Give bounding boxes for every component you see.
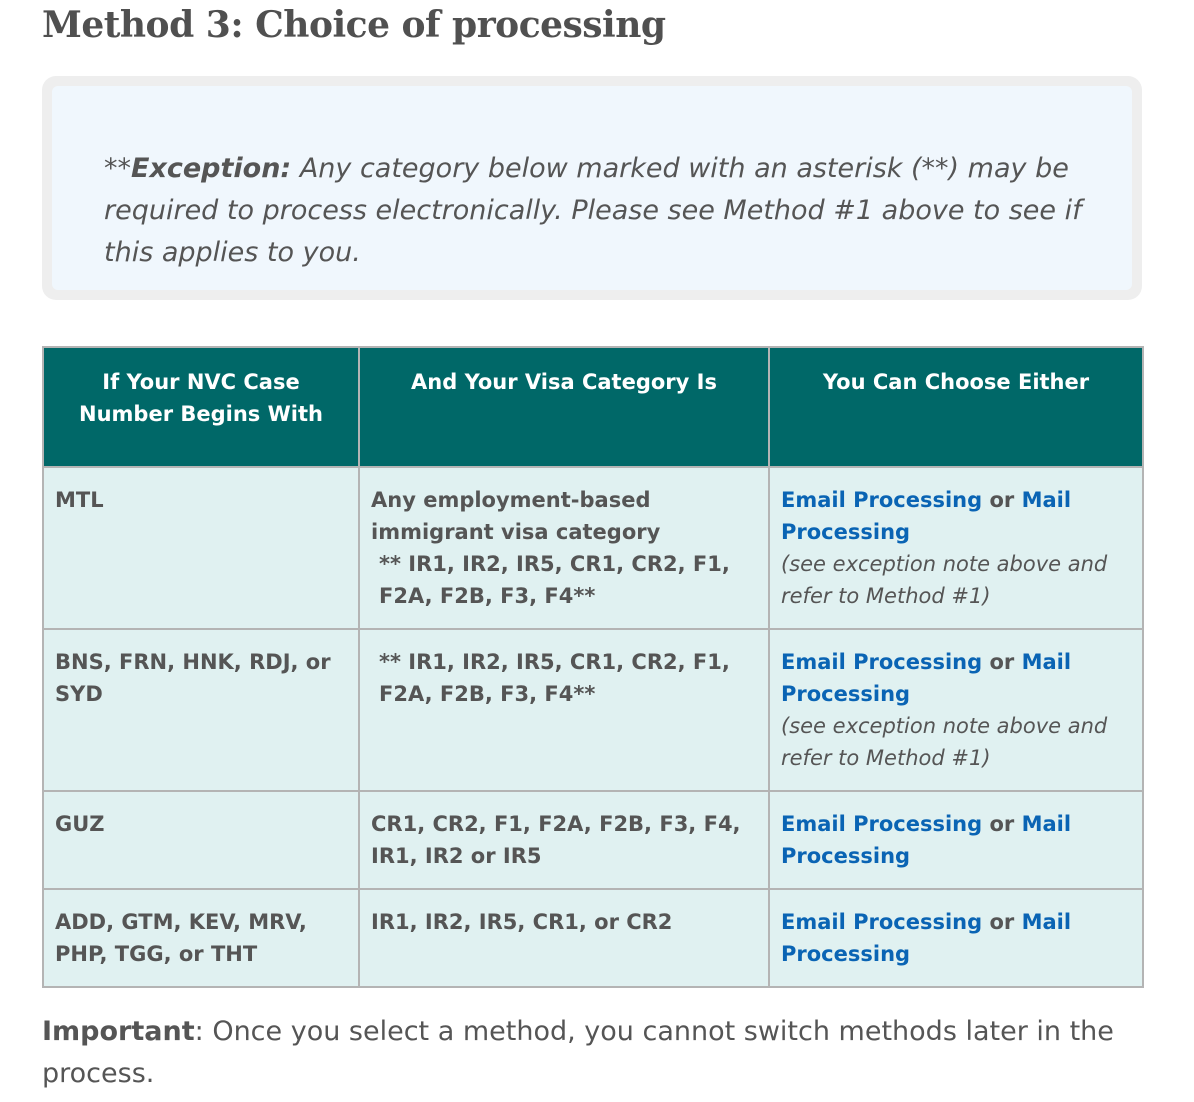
or-text: or	[989, 488, 1015, 512]
visa-category-asterisk-list: ** IR1, IR2, IR5, CR1, CR2, F1, F2A, F2B, F3, F4**	[379, 552, 730, 608]
case-prefix-cell: ADD, GTM, KEV, MRV, PHP, TGG, or THT	[43, 889, 359, 987]
visa-category-cell: IR1, IR2, IR5, CR1, or CR2	[359, 889, 769, 987]
exception-callout-body	[52, 86, 1132, 290]
mail-processing-link[interactable]: Mail Processing	[781, 910, 1072, 966]
table-header-row	[43, 347, 1143, 467]
exception-text: Any category below marked with an asterisk (**) may be required to process electronically. Please see Method #1 above to see if this applies to you.	[104, 153, 1082, 268]
mail-processing-link[interactable]: Mail Processing	[781, 812, 1072, 868]
visa-category-cell: CR1, CR2, F1, F2A, F2B, F3, F4, IR1, IR2 or IR5	[359, 791, 769, 889]
processing-options-cell	[769, 889, 1143, 987]
visa-category-text: Any employment-based immigrant visa category	[371, 488, 661, 544]
email-processing-link[interactable]: Email Processing	[781, 488, 983, 512]
processing-table	[42, 346, 1144, 988]
or-text: or	[989, 812, 1015, 836]
table-row	[43, 467, 1143, 629]
exception-note: (see exception note above and refer to Method #1)	[781, 714, 1108, 770]
exception-callout	[42, 76, 1142, 300]
or-text: or	[989, 650, 1015, 674]
email-processing-link[interactable]: Email Processing	[781, 910, 983, 934]
exception-note: (see exception note above and refer to Method #1)	[781, 552, 1108, 608]
mail-processing-link[interactable]: Mail Processing	[781, 488, 1072, 544]
exception-label: Exception:	[131, 153, 292, 184]
exception-asterisks: **	[104, 153, 131, 184]
visa-category-cell	[359, 629, 769, 791]
email-processing-link[interactable]: Email Processing	[781, 650, 983, 674]
processing-options-cell	[769, 791, 1143, 889]
table-row	[43, 629, 1143, 791]
header-visa-category: And Your Visa Category Is	[359, 347, 769, 467]
table-row	[43, 889, 1143, 987]
page-title: Method 3: Choice of processing	[42, 4, 666, 46]
important-text: : Once you select a method, you cannot switch methods later in the process.	[42, 1016, 1114, 1089]
header-choose-either: You Can Choose Either	[769, 347, 1143, 467]
case-prefix-cell: BNS, FRN, HNK, RDJ, or SYD	[43, 629, 359, 791]
mail-processing-link[interactable]: Mail Processing	[781, 650, 1072, 706]
case-prefix-cell: GUZ	[43, 791, 359, 889]
processing-options-cell	[769, 629, 1143, 791]
table-row	[43, 791, 1143, 889]
or-text: or	[989, 910, 1015, 934]
processing-options-cell	[769, 467, 1143, 629]
case-prefix-cell: MTL	[43, 467, 359, 629]
visa-category-cell	[359, 467, 769, 629]
email-processing-link[interactable]: Email Processing	[781, 812, 983, 836]
important-label: Important	[42, 1016, 195, 1047]
visa-category-asterisk-list: ** IR1, IR2, IR5, CR1, CR2, F1, F2A, F2B, F3, F4**	[379, 650, 730, 706]
important-note	[42, 1011, 1152, 1095]
header-case-number: If Your NVC Case Number Begins With	[43, 347, 359, 467]
